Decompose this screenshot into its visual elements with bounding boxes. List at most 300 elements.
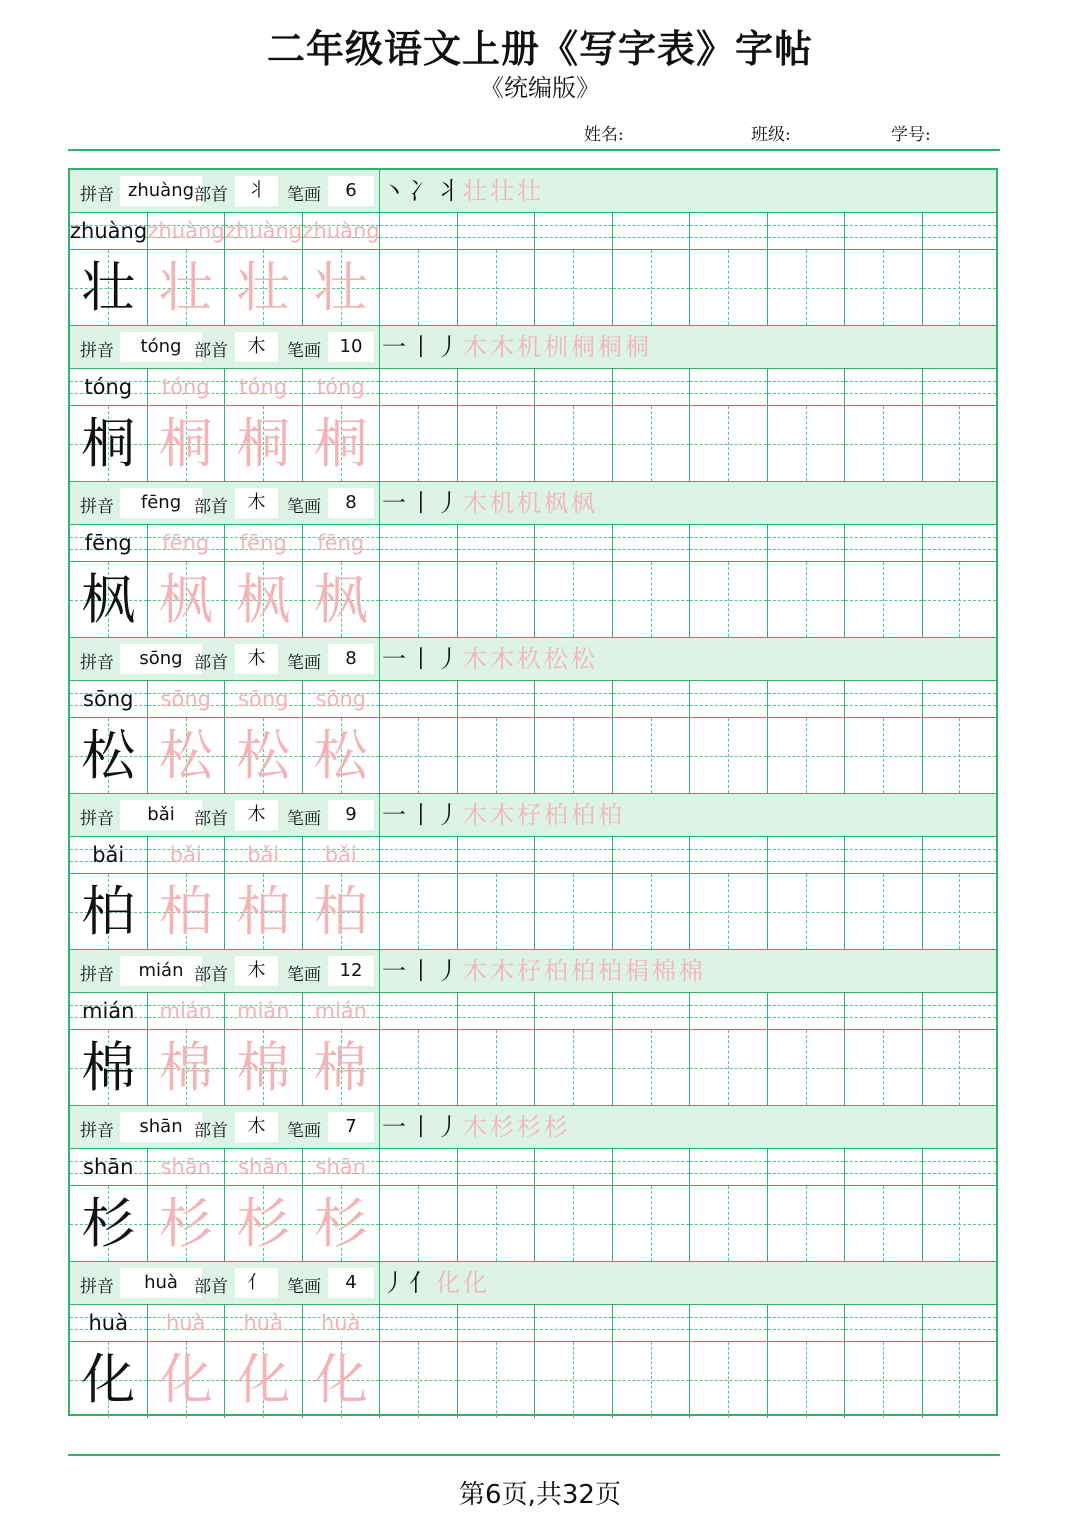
pinyin-cell[interactable] — [845, 212, 923, 250]
guide-line — [690, 549, 767, 550]
pinyin-cell[interactable] — [923, 680, 997, 718]
guide-line — [845, 444, 922, 445]
info-fields — [70, 170, 380, 212]
writing-cell[interactable] — [923, 1030, 997, 1106]
pinyin-cell[interactable] — [613, 680, 691, 718]
pinyin-cell[interactable] — [845, 992, 923, 1030]
guide-line — [923, 444, 997, 445]
character-trace: 桐 — [158, 412, 213, 475]
writing-cell[interactable] — [535, 562, 613, 638]
stroke-step: 丨 — [409, 801, 433, 829]
guide-line — [458, 693, 535, 694]
writing-cell[interactable] — [690, 718, 768, 794]
class-label: 班级: — [751, 125, 791, 145]
pinyin-value: huà — [120, 1268, 202, 1298]
guide-line — [458, 393, 535, 394]
guide-line — [380, 288, 457, 289]
stroke-step: 一 — [382, 1113, 406, 1141]
pinyin-cell[interactable] — [458, 992, 536, 1030]
writing-cell — [303, 562, 381, 638]
writing-cell[interactable] — [458, 1030, 536, 1106]
pinyin-cell[interactable] — [690, 836, 768, 874]
writing-cell[interactable] — [845, 562, 923, 638]
stroke-step: 柏 — [598, 801, 622, 829]
pinyin-cell[interactable] — [613, 212, 691, 250]
guide-line — [458, 1380, 535, 1381]
writing-cell[interactable] — [768, 562, 846, 638]
character-trace: 松 — [236, 724, 291, 787]
guide-line — [535, 1224, 612, 1225]
guide-line — [380, 1173, 457, 1174]
stroke-order — [382, 950, 706, 992]
writing-cell[interactable] — [768, 874, 846, 950]
writing-cell[interactable] — [845, 250, 923, 326]
info-row — [70, 950, 996, 993]
guide-line — [458, 537, 535, 538]
writing-cell[interactable] — [613, 406, 691, 482]
character-trace: 桐 — [236, 412, 291, 475]
radical-value: 木 — [235, 800, 278, 830]
pinyin-cell — [70, 836, 148, 874]
guide-line — [768, 1380, 845, 1381]
info-fields — [70, 1106, 380, 1148]
stroke-step: 木 — [463, 333, 487, 361]
pinyin-trace: shān — [315, 1155, 366, 1179]
pinyin-cell[interactable] — [458, 680, 536, 718]
practice-sheet — [68, 168, 998, 1416]
pinyin-cell[interactable] — [690, 992, 768, 1030]
pinyin-cell[interactable] — [845, 1304, 923, 1342]
guide-line — [380, 1068, 457, 1069]
writing-cell — [225, 718, 303, 794]
guide-line — [768, 549, 845, 550]
stroke-step: 丿 — [436, 801, 460, 829]
pinyin-cell[interactable] — [845, 836, 923, 874]
writing-cell — [225, 1186, 303, 1262]
writing-cell[interactable] — [923, 406, 997, 482]
character-block — [70, 326, 996, 482]
pinyin-cell[interactable] — [690, 524, 768, 562]
writing-cell[interactable] — [690, 1342, 768, 1418]
pinyin-trace: sōng — [315, 687, 366, 711]
pinyin-trace: mián — [314, 999, 367, 1023]
writing-cell[interactable] — [690, 1186, 768, 1262]
guide-line — [768, 1005, 845, 1006]
pinyin-cell[interactable] — [690, 1148, 768, 1186]
guide-line — [923, 849, 997, 850]
guide-line — [613, 381, 690, 382]
writing-cell — [148, 1342, 226, 1418]
pinyin-cell[interactable] — [613, 992, 691, 1030]
pinyin-cell[interactable] — [535, 836, 613, 874]
guide-line — [458, 225, 535, 226]
guide-line — [613, 1068, 690, 1069]
pinyin-cell[interactable] — [535, 212, 613, 250]
pinyin-cell[interactable] — [535, 1304, 613, 1342]
pinyin-cell[interactable] — [613, 836, 691, 874]
pinyin-cell[interactable] — [690, 1304, 768, 1342]
guide-line — [923, 1017, 997, 1018]
writing-cell[interactable] — [380, 718, 458, 794]
writing-cell[interactable] — [458, 718, 536, 794]
pinyin-cell[interactable] — [380, 524, 458, 562]
writing-cell[interactable] — [613, 250, 691, 326]
pinyin-cell[interactable] — [613, 368, 691, 406]
pinyin-cell[interactable] — [380, 836, 458, 874]
pinyin-trace: mián — [237, 999, 290, 1023]
guide-line — [380, 756, 457, 757]
pinyin-cell[interactable] — [923, 992, 997, 1030]
pinyin-cell[interactable] — [923, 524, 997, 562]
guide-line — [690, 1224, 767, 1225]
writing-cell — [70, 1186, 148, 1262]
pinyin-cell[interactable] — [768, 836, 846, 874]
guide-line — [613, 693, 690, 694]
pinyin-cell[interactable] — [380, 368, 458, 406]
guide-line — [380, 549, 457, 550]
info-row — [70, 1262, 996, 1305]
writing-cell[interactable] — [380, 1186, 458, 1262]
guide-line — [845, 549, 922, 550]
number-label: 学号: — [891, 125, 931, 145]
pinyin-cell[interactable] — [690, 680, 768, 718]
writing-cell[interactable] — [380, 1030, 458, 1106]
pinyin-cell[interactable] — [458, 368, 536, 406]
pinyin-cell[interactable] — [535, 680, 613, 718]
guide-line — [458, 1317, 535, 1318]
pinyin-cell[interactable] — [380, 1304, 458, 1342]
pinyin-cell[interactable] — [923, 368, 997, 406]
pinyin-value: shān — [120, 1112, 202, 1142]
writing-cell[interactable] — [768, 1186, 846, 1262]
writing-cell — [70, 874, 148, 950]
writing-cell[interactable] — [380, 1342, 458, 1418]
writing-cell[interactable] — [690, 562, 768, 638]
pinyin-cell[interactable] — [845, 1148, 923, 1186]
stroke-step: 木 — [463, 801, 487, 829]
stroke-count-value: 10 — [328, 332, 374, 362]
writing-cell[interactable] — [923, 718, 997, 794]
guide-line — [768, 861, 845, 862]
guide-line — [923, 693, 997, 694]
pinyin-cell — [303, 1148, 381, 1186]
stroke-step: 木 — [463, 489, 487, 517]
guide-line — [380, 1224, 457, 1225]
writing-cell[interactable] — [768, 250, 846, 326]
pinyin-cell[interactable] — [845, 680, 923, 718]
guide-line — [380, 444, 457, 445]
pinyin-model: zhuàng — [70, 219, 148, 243]
pinyin-value: sōng — [120, 644, 202, 674]
guide-line — [690, 600, 767, 601]
guide-line — [535, 1317, 612, 1318]
pinyin-cell[interactable] — [768, 992, 846, 1030]
stroke-step: 化 — [436, 1269, 460, 1297]
pinyin-cell[interactable] — [458, 524, 536, 562]
stroke-count-value: 8 — [328, 644, 374, 674]
character-block — [70, 950, 996, 1106]
pinyin-cell[interactable] — [768, 1304, 846, 1342]
guide-line — [535, 1068, 612, 1069]
guide-line — [690, 849, 767, 850]
stroke-step: 一 — [382, 489, 406, 517]
stroke-step: 木 — [490, 957, 514, 985]
writing-cell[interactable] — [845, 1030, 923, 1106]
pinyin-cell[interactable] — [458, 212, 536, 250]
writing-cell[interactable] — [535, 1342, 613, 1418]
pinyin-cell[interactable] — [535, 368, 613, 406]
guide-line — [923, 861, 997, 862]
stroke-step: 松 — [571, 645, 595, 673]
writing-cell[interactable] — [380, 562, 458, 638]
writing-cell[interactable] — [613, 1186, 691, 1262]
writing-cell[interactable] — [690, 1030, 768, 1106]
pinyin-label: 拼音 — [80, 185, 114, 205]
pinyin-cell[interactable] — [458, 1148, 536, 1186]
writing-cell[interactable] — [768, 1342, 846, 1418]
stroke-order — [382, 326, 652, 368]
writing-cell[interactable] — [845, 1342, 923, 1418]
info-fields — [70, 482, 380, 524]
guide-line — [458, 1017, 535, 1018]
writing-cell[interactable] — [535, 406, 613, 482]
pinyin-cell[interactable] — [768, 680, 846, 718]
pinyin-cell[interactable] — [535, 524, 613, 562]
pinyin-cell[interactable] — [458, 1304, 536, 1342]
pinyin-cell[interactable] — [923, 1148, 997, 1186]
writing-cell[interactable] — [458, 562, 536, 638]
guide-line — [768, 537, 845, 538]
writing-cell[interactable] — [380, 406, 458, 482]
guide-line — [535, 288, 612, 289]
writing-cell[interactable] — [690, 874, 768, 950]
guide-line — [613, 225, 690, 226]
guide-line — [535, 849, 612, 850]
guide-line — [535, 237, 612, 238]
guide-line — [768, 849, 845, 850]
stroke-step: 化 — [463, 1269, 487, 1297]
guide-line — [535, 861, 612, 862]
guide-line — [923, 600, 997, 601]
guide-line — [535, 1017, 612, 1018]
writing-cell — [303, 250, 381, 326]
writing-cell[interactable] — [768, 1030, 846, 1106]
pinyin-cell — [148, 992, 226, 1030]
guide-line — [923, 1317, 997, 1318]
stroke-step: 杍 — [517, 801, 541, 829]
writing-cell[interactable] — [923, 874, 997, 950]
guide-line — [845, 1380, 922, 1381]
guide-line — [923, 237, 997, 238]
guide-line — [613, 600, 690, 601]
writing-cell — [70, 562, 148, 638]
guide-line — [845, 849, 922, 850]
pinyin-model: fēng — [84, 531, 132, 555]
writing-cell[interactable] — [458, 406, 536, 482]
pinyin-cell[interactable] — [768, 212, 846, 250]
pinyin-trace: fēng — [162, 531, 210, 555]
writing-cell[interactable] — [923, 1186, 997, 1262]
stroke-step: 丿 — [436, 645, 460, 673]
pinyin-cell[interactable] — [923, 212, 997, 250]
writing-cell — [148, 1030, 226, 1106]
pinyin-cell[interactable] — [768, 368, 846, 406]
pinyin-cell[interactable] — [613, 1304, 691, 1342]
stroke-step: 丨 — [409, 1113, 433, 1141]
writing-cell[interactable] — [535, 718, 613, 794]
pinyin-cell — [303, 212, 381, 250]
stroke-step: 杉 — [544, 1113, 568, 1141]
writing-cell[interactable] — [380, 874, 458, 950]
writing-cell[interactable] — [768, 406, 846, 482]
writing-cell[interactable] — [535, 1186, 613, 1262]
pinyin-cell[interactable] — [380, 992, 458, 1030]
pinyin-cell[interactable] — [690, 368, 768, 406]
pinyin-cell[interactable] — [768, 524, 846, 562]
pinyin-cell[interactable] — [380, 680, 458, 718]
radical-label: 部首 — [194, 809, 228, 829]
stroke-step: 杉 — [490, 1113, 514, 1141]
writing-cell[interactable] — [458, 874, 536, 950]
pinyin-cell — [148, 368, 226, 406]
guide-line — [845, 600, 922, 601]
guide-line — [845, 1068, 922, 1069]
guide-line — [923, 1173, 997, 1174]
stroke-step: 杍 — [517, 957, 541, 985]
writing-cell[interactable] — [845, 1186, 923, 1262]
guide-line — [845, 237, 922, 238]
stroke-step: 柏 — [598, 957, 622, 985]
stroke-step: 棉 — [679, 957, 703, 985]
strokes-label: 笔画 — [287, 1121, 321, 1141]
pinyin-cell[interactable] — [923, 1304, 997, 1342]
pinyin-cell[interactable] — [923, 836, 997, 874]
writing-cell[interactable] — [613, 1030, 691, 1106]
info-row — [70, 794, 996, 837]
guide-line — [845, 393, 922, 394]
pinyin-cell[interactable] — [380, 1148, 458, 1186]
writing-cell[interactable] — [458, 250, 536, 326]
radical-label: 部首 — [194, 1121, 228, 1141]
writing-cell[interactable] — [923, 250, 997, 326]
pinyin-cell — [303, 992, 381, 1030]
guide-line — [458, 912, 535, 913]
writing-cell — [70, 1030, 148, 1106]
guide-line — [535, 756, 612, 757]
pinyin-label: 拼音 — [80, 1277, 114, 1297]
stroke-step: 木 — [490, 333, 514, 361]
character-model: 棉 — [81, 1036, 136, 1099]
writing-cell[interactable] — [458, 1186, 536, 1262]
guide-line — [768, 237, 845, 238]
guide-line — [845, 381, 922, 382]
pinyin-cell[interactable] — [690, 212, 768, 250]
pinyin-model: huà — [88, 1311, 128, 1335]
writing-cell[interactable] — [845, 874, 923, 950]
character-trace: 松 — [313, 724, 368, 787]
pinyin-cell[interactable] — [613, 1148, 691, 1186]
guide-line — [613, 1161, 690, 1162]
pinyin-trace: shān — [238, 1155, 289, 1179]
writing-cell[interactable] — [613, 874, 691, 950]
guide-line — [458, 1329, 535, 1330]
writing-cell[interactable] — [613, 718, 691, 794]
radical-value: 木 — [235, 1112, 278, 1142]
pinyin-trace: huà — [243, 1311, 283, 1335]
pinyin-cell — [148, 212, 226, 250]
writing-cell[interactable] — [690, 250, 768, 326]
radical-label: 部首 — [194, 1277, 228, 1297]
guide-line — [458, 1173, 535, 1174]
writing-cell[interactable] — [845, 406, 923, 482]
pinyin-cell[interactable] — [845, 524, 923, 562]
pinyin-cell[interactable] — [845, 368, 923, 406]
guide-line — [768, 600, 845, 601]
writing-cell[interactable] — [535, 1030, 613, 1106]
radical-value: 亻 — [235, 1268, 278, 1298]
guide-line — [535, 1329, 612, 1330]
pinyin-cell[interactable] — [613, 524, 691, 562]
info-row — [70, 638, 996, 681]
stroke-step: 丿 — [382, 1269, 406, 1297]
character-model: 杉 — [81, 1192, 136, 1255]
guide-line — [923, 225, 997, 226]
guide-line — [690, 1173, 767, 1174]
guide-line — [768, 1068, 845, 1069]
stroke-count-value: 4 — [328, 1268, 374, 1298]
pinyin-cell[interactable] — [380, 212, 458, 250]
character-block — [70, 638, 996, 794]
writing-cell[interactable] — [768, 718, 846, 794]
guide-line — [690, 1380, 767, 1381]
stroke-step: 桐 — [625, 333, 649, 361]
writing-cell[interactable] — [923, 1342, 997, 1418]
pinyin-cell[interactable] — [535, 992, 613, 1030]
stroke-step: 杊 — [544, 333, 568, 361]
character-trace: 壮 — [313, 256, 368, 319]
pinyin-cell[interactable] — [535, 1148, 613, 1186]
writing-cell[interactable] — [535, 250, 613, 326]
pinyin-cell — [70, 992, 148, 1030]
writing-cell — [225, 1342, 303, 1418]
writing-cell[interactable] — [613, 562, 691, 638]
writing-cell[interactable] — [380, 250, 458, 326]
pinyin-label: 拼音 — [80, 965, 114, 985]
writing-cell[interactable] — [845, 718, 923, 794]
guide-line — [923, 1224, 997, 1225]
pinyin-cell[interactable] — [768, 1148, 846, 1186]
character-trace: 松 — [158, 724, 213, 787]
pinyin-cell[interactable] — [458, 836, 536, 874]
writing-cell[interactable] — [458, 1342, 536, 1418]
writing-cell[interactable] — [923, 562, 997, 638]
character-trace: 杉 — [313, 1192, 368, 1255]
writing-cell[interactable] — [535, 874, 613, 950]
guide-line — [380, 1017, 457, 1018]
guide-line — [845, 1224, 922, 1225]
guide-line — [768, 705, 845, 706]
stroke-step: 木 — [463, 957, 487, 985]
pinyin-trace: sōng — [160, 687, 211, 711]
stroke-step: 丨 — [409, 645, 433, 673]
guide-line — [768, 1017, 845, 1018]
writing-cell[interactable] — [613, 1342, 691, 1418]
writing-cell[interactable] — [690, 406, 768, 482]
guide-line — [923, 756, 997, 757]
guide-line — [690, 912, 767, 913]
guide-line — [458, 1068, 535, 1069]
guide-line — [845, 1017, 922, 1018]
